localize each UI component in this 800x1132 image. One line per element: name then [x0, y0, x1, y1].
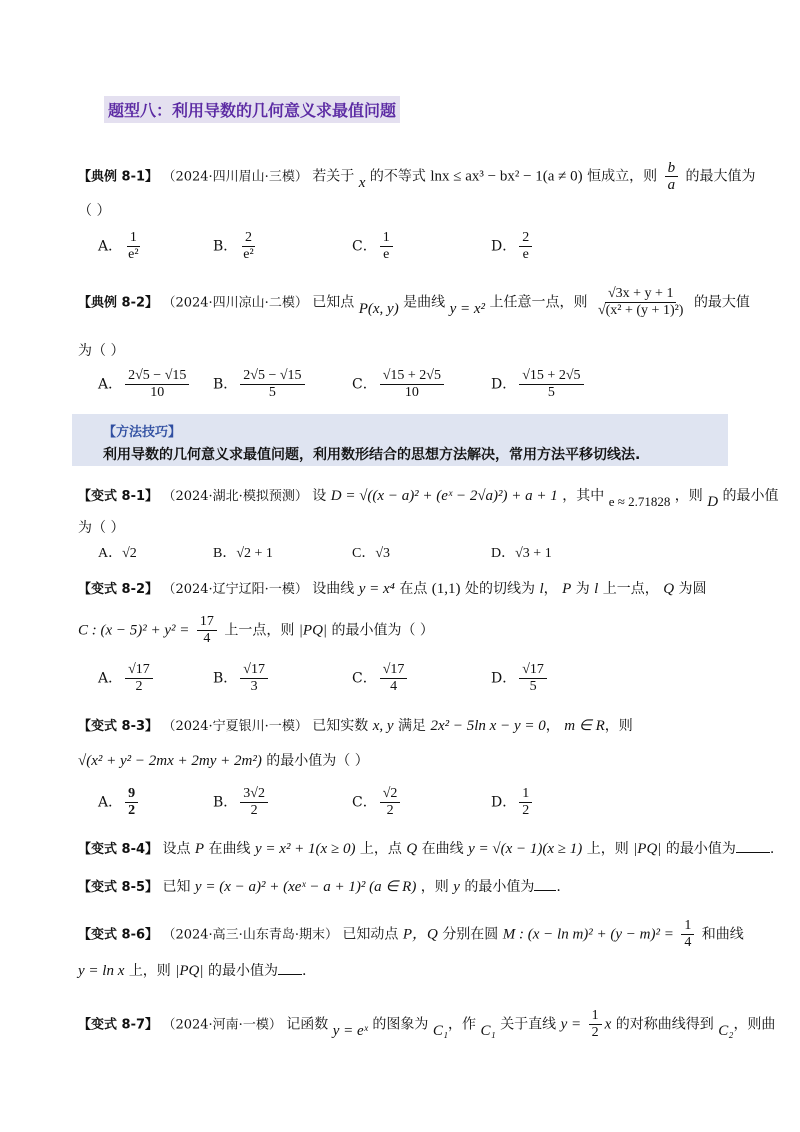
text: 的图象为 [372, 1016, 429, 1033]
math: y = ln x [78, 963, 125, 979]
text: . [556, 879, 561, 895]
option-label: C． [352, 546, 376, 561]
denominator: 10 [150, 385, 165, 400]
text: 设 [312, 488, 327, 504]
variant-8-1 [78, 485, 779, 510]
math: y = √(x − 1)(x ≥ 1) [468, 841, 583, 857]
text: 已知实数 [312, 718, 369, 734]
math: C₁ [432, 1022, 449, 1039]
text: . [301, 963, 307, 979]
text: 的最小值 [722, 488, 779, 504]
text: 处的切线为 [465, 581, 535, 597]
text: 记函数 [286, 1016, 329, 1033]
option-a [98, 368, 192, 401]
numerator: 2√5 − √15 [240, 368, 304, 385]
math: (1,1) [431, 581, 461, 597]
option-c [352, 786, 403, 819]
option-b [213, 662, 271, 695]
math: l [594, 581, 599, 597]
problem-tag: 【变式 8-4】 [78, 842, 159, 857]
numerator: √17 [519, 662, 547, 679]
option-label: D． [491, 546, 516, 561]
text: 在点 [399, 581, 428, 597]
math: |PQ| [175, 963, 204, 979]
math: C₁ [480, 1022, 496, 1039]
text: ，则 [604, 718, 633, 734]
text: 上，点 [359, 841, 402, 857]
option-d [491, 786, 535, 819]
option-d [491, 230, 535, 263]
math: P [194, 841, 205, 857]
fraction [595, 286, 687, 319]
fraction [681, 918, 694, 951]
option-label: C． [352, 794, 377, 811]
text: ，则曲 [733, 1016, 776, 1033]
problem-source: （2024·湖北·模拟预测） [162, 489, 308, 504]
math: P，Q [402, 926, 438, 943]
numerator: √17 [240, 662, 268, 679]
math: l [539, 581, 544, 597]
variant-8-3 [78, 715, 633, 735]
numerator: 1 [380, 230, 393, 247]
option-label: D． [491, 670, 517, 687]
text: 是曲线 [403, 294, 446, 311]
math: x [604, 1016, 612, 1033]
text: ，其中 [562, 488, 605, 504]
text: 上任意一点，则 [489, 294, 588, 311]
denominator: 2 [128, 803, 136, 818]
answer-blank [534, 878, 556, 891]
denominator: e [522, 247, 529, 262]
option-d [491, 368, 587, 401]
text: ，则 [674, 488, 703, 504]
text: 若关于 [312, 168, 355, 185]
math: Q [406, 841, 418, 857]
denominator: 2 [250, 803, 258, 818]
numerator: √15 + 2√5 [380, 368, 444, 385]
option-d [491, 662, 550, 695]
text: ， [545, 718, 560, 734]
option-a [98, 230, 145, 263]
method-body: 利用导数的几何意义求最值问题，利用数形结合的思想方法解决，常用方法平移切线法. [103, 447, 641, 463]
text: 的对称曲线得到 [615, 1016, 714, 1033]
numerator: 1 [589, 1008, 602, 1025]
text: 的最小值为（ ） [266, 753, 369, 769]
text: 为 [575, 581, 590, 597]
option-value: √3 + 1 [515, 546, 552, 561]
numerator: √3x + y + 1 [605, 286, 676, 303]
option-c [352, 542, 390, 562]
text: 上一点， [602, 581, 659, 597]
option-label: A． [98, 238, 123, 255]
option-c [352, 368, 447, 401]
text: 和曲线 [701, 926, 744, 943]
option-label: C． [352, 670, 377, 687]
math-inequality: lnx ≤ ax³ − bx² − 1(a ≠ 0) [430, 168, 583, 185]
problem-source: （2024·四川凉山·二模） [162, 295, 308, 311]
text: 的最小值为 [464, 879, 535, 895]
option-label: B． [213, 670, 238, 687]
numerator: 1 [519, 786, 532, 803]
math: |PQ| [633, 841, 662, 857]
denominator: 3 [250, 679, 258, 694]
math: Q [663, 581, 675, 597]
math-expression: D = √((x − a)² + (eˣ − 2√a)²) + a + 1 [330, 488, 558, 504]
math: y = x⁴ [358, 581, 395, 597]
answer-paren: （ ） [78, 203, 111, 219]
denominator: 4 [203, 631, 211, 646]
numerator: 1 [127, 230, 140, 247]
problem-tag: 【变式 8-1】 [78, 489, 159, 504]
numerator: 2 [242, 230, 255, 247]
numerator: 17 [197, 614, 217, 631]
variant-8-7 [78, 1008, 775, 1041]
option-a [98, 542, 137, 562]
denominator: e [383, 247, 390, 262]
math-expression: √(x² + y² − 2mx + 2my + 2m²) [78, 753, 262, 769]
denominator: 4 [684, 935, 692, 950]
numerator: 2√5 − √15 [125, 368, 189, 385]
text: 的最小值为 [665, 841, 736, 857]
option-c [352, 230, 396, 263]
option-value: √2 [122, 546, 137, 561]
text: 满足 [398, 718, 427, 734]
math: e ≈ 2.71828 [608, 494, 671, 509]
numerator: 1 [681, 918, 694, 935]
answer-blank [278, 962, 302, 975]
option-a [98, 662, 156, 695]
numerator: √17 [125, 662, 153, 679]
fraction [665, 160, 679, 193]
text: 在曲线 [208, 841, 251, 857]
text: 的最大值 [693, 294, 750, 311]
problem-tag: 【变式 8-6】 [78, 927, 159, 943]
denominator: 2 [522, 803, 530, 818]
text: 设曲线 [312, 581, 355, 597]
problem-source: （2024·四川眉山·三模） [162, 169, 308, 185]
text: 上一点，则 [224, 622, 295, 639]
text: 的不等式 [369, 168, 426, 185]
variant-8-6 [78, 918, 744, 951]
option-label: A． [98, 794, 123, 811]
problem-tag: 【变式 8-7】 [78, 1017, 159, 1033]
math: x [358, 174, 366, 191]
denominator: 5 [529, 679, 537, 694]
option-label: B． [213, 238, 238, 255]
option-d [491, 542, 552, 562]
problem-source: （2024·宁夏银川·一模） [162, 719, 308, 734]
math: P [562, 581, 572, 597]
math: C₂ [718, 1022, 734, 1039]
answer-blank [736, 840, 770, 853]
math: y [453, 879, 460, 895]
text: 已知点 [312, 294, 355, 311]
text: 设点 [162, 841, 191, 857]
fraction [197, 614, 217, 647]
text: ，作 [448, 1016, 477, 1033]
text: 为圆 [678, 581, 707, 597]
math: y = x² [449, 300, 486, 317]
text: 的最小值为（ ） [331, 622, 434, 639]
variant-8-3-line2 [78, 750, 369, 770]
fraction [589, 1008, 602, 1041]
text: 的最小值为 [207, 963, 278, 979]
math: D [707, 494, 719, 510]
denominator: 10 [404, 385, 419, 400]
problem-source: （2024·高三·山东青岛·期末） [162, 927, 338, 943]
math: y = [560, 1016, 582, 1033]
denominator: 5 [547, 385, 555, 400]
denominator: 2 [135, 679, 143, 694]
denominator: 5 [268, 385, 276, 400]
text: 在曲线 [421, 841, 464, 857]
option-label: C． [352, 238, 377, 255]
denominator: 2 [386, 803, 394, 818]
option-label: B． [213, 546, 237, 561]
problem-tag: 【典例 8-2】 [78, 295, 159, 311]
option-label: D． [491, 376, 517, 393]
text: ，则 [420, 879, 449, 895]
variant-8-4 [78, 838, 774, 858]
math: y = eˣ [332, 1022, 368, 1039]
text: 关于直线 [500, 1016, 557, 1033]
method-title: 【方法技巧】 [103, 425, 182, 440]
option-c [352, 662, 410, 695]
text: . [769, 841, 775, 857]
denominator: e² [243, 247, 254, 262]
denominator: a [667, 177, 676, 193]
math-equation: 2x² − 5ln x − y = 0 [430, 718, 546, 734]
numerator: √2 [380, 786, 401, 803]
text: 上，则 [128, 963, 171, 979]
denominator: 2 [591, 1025, 599, 1040]
section-title: 题型八：利用导数的几何意义求最值问题 [104, 96, 400, 123]
answer-paren: 为（ ） [78, 520, 125, 536]
option-label: B． [213, 376, 238, 393]
math: y = x² + 1(x ≥ 0) [255, 841, 356, 857]
math-equation: C : (x − 5)² + y² = [78, 622, 190, 639]
option-b [213, 230, 260, 263]
text: ， [543, 581, 558, 597]
text: 的最大值为 [685, 168, 756, 185]
numerator: b [665, 160, 679, 177]
math: P(x, y) [358, 300, 399, 317]
option-label: B． [213, 794, 238, 811]
problem-source: （2024·河南·一模） [162, 1017, 282, 1033]
denominator: √(x² + (y + 1)²) [597, 303, 684, 318]
math-equation: M : (x − ln m)² + (y − m)² = [502, 926, 674, 943]
example-8-2 [78, 286, 750, 319]
option-a [98, 786, 141, 819]
option-value: √2 + 1 [236, 546, 273, 561]
denominator: 4 [390, 679, 398, 694]
variant-8-5 [78, 876, 561, 896]
option-label: A． [98, 546, 123, 561]
option-label: A． [98, 670, 123, 687]
example-8-1 [78, 160, 756, 193]
math: x, y [372, 718, 394, 734]
text: 上，则 [586, 841, 629, 857]
numerator: √17 [380, 662, 408, 679]
answer-paren: 为（ ） [78, 343, 125, 359]
math: |PQ| [298, 622, 328, 639]
math: m ∈ R [564, 718, 605, 734]
variant-8-6-line2 [78, 960, 306, 980]
option-b [213, 786, 271, 819]
option-value: √3 [375, 546, 391, 561]
option-label: A． [98, 376, 123, 393]
variant-8-2 [78, 578, 707, 598]
option-b [213, 368, 308, 401]
text: 已知动点 [342, 926, 399, 943]
problem-tag: 【变式 8-5】 [78, 880, 159, 895]
problem-tag: 【变式 8-2】 [78, 582, 159, 597]
text: 分别在圆 [442, 926, 499, 943]
text: 恒成立，则 [587, 168, 658, 185]
option-b [213, 542, 273, 562]
numerator: √15 + 2√5 [519, 368, 583, 385]
problem-tag: 【典例 8-1】 [78, 169, 159, 185]
option-label: D． [491, 238, 517, 255]
problem-source: （2024·辽宁辽阳·一模） [162, 582, 308, 597]
problem-tag: 【变式 8-3】 [78, 719, 159, 734]
variant-8-2-line2 [78, 614, 434, 647]
option-label: C． [352, 376, 377, 393]
math-expression: y = (x − a)² + (xeˣ − a + 1)² (a ∈ R) [194, 879, 417, 895]
numerator: 3√2 [240, 786, 268, 803]
numerator: 2 [519, 230, 532, 247]
text: 已知 [162, 879, 191, 895]
denominator: e² [128, 247, 139, 262]
numerator: 9 [125, 786, 138, 803]
option-label: D． [491, 794, 517, 811]
